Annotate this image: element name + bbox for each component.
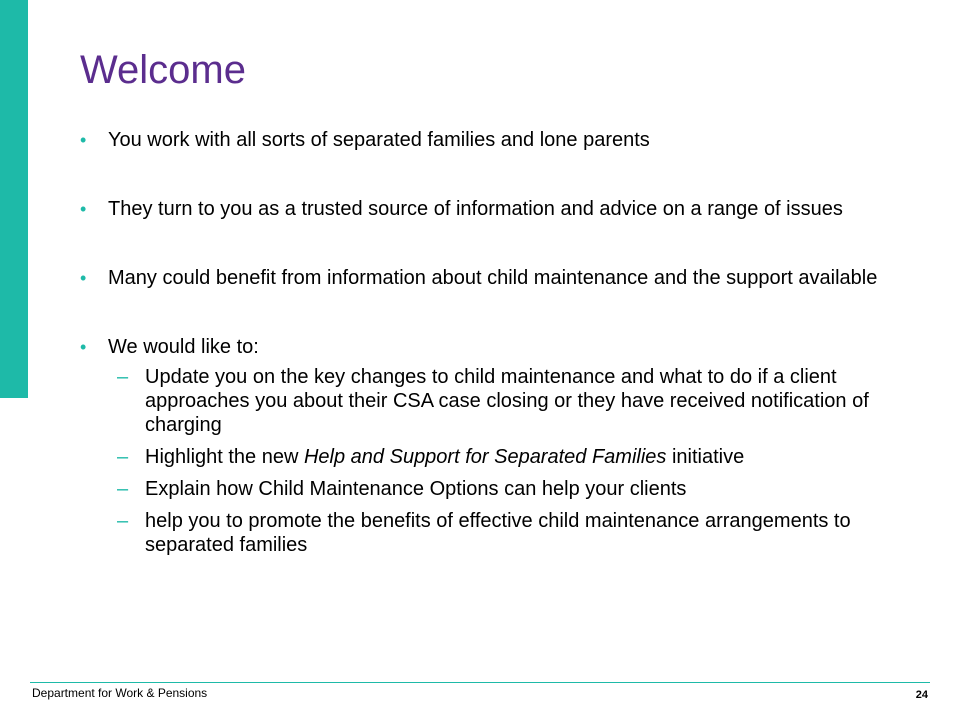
sub-bullet-marker: –	[117, 446, 129, 468]
sub-bullet-marker: –	[117, 366, 129, 388]
sub-bullet-text: help you to promote the benefits of effective child maintenance arrangements to separated families	[145, 510, 851, 556]
sub-bullet-item	[80, 509, 880, 557]
sub-bullet-marker: –	[117, 510, 129, 532]
sub-bullet-item	[80, 365, 880, 437]
bullet-marker: •	[80, 268, 87, 288]
page-number: 24	[915, 689, 928, 701]
bullet-text: They turn to you as a trusted source of information and advice on a range of issues	[108, 198, 843, 220]
sub-bullet-text-suffix: initiative	[666, 446, 745, 468]
bullet-text: Many could benefit from information about child maintenance and the support available	[108, 267, 878, 289]
sub-bullet-item	[80, 445, 880, 469]
bullet-item	[80, 266, 880, 290]
bullet-marker: •	[80, 130, 87, 150]
sub-bullet-text-prefix: Highlight the new	[145, 446, 304, 468]
bullet-item	[80, 197, 880, 221]
slide-title: Welcome	[80, 48, 246, 92]
footer-divider	[30, 682, 930, 683]
sub-bullet-marker: –	[117, 478, 129, 500]
bullet-item	[80, 128, 880, 152]
sub-bullet-text: Update you on the key changes to child maintenance and what to do if a client approaches you about their CSA case closing or they have received notification of charging	[145, 366, 869, 436]
slide-content	[80, 128, 880, 557]
accent-bar	[0, 0, 28, 398]
bullet-text: You work with all sorts of separated families and lone parents	[108, 129, 650, 151]
bullet-item	[80, 335, 880, 359]
sub-bullet-item	[80, 477, 880, 501]
bullet-text: We would like to:	[108, 336, 259, 358]
footer-organisation: Department for Work & Pensions	[32, 686, 208, 700]
bullet-marker: •	[80, 199, 87, 219]
initiative-name: Help and Support for Separated Families	[303, 446, 667, 468]
bullet-marker: •	[80, 337, 87, 357]
sub-bullet-text: Explain how Child Maintenance Options can help your clients	[145, 478, 687, 500]
